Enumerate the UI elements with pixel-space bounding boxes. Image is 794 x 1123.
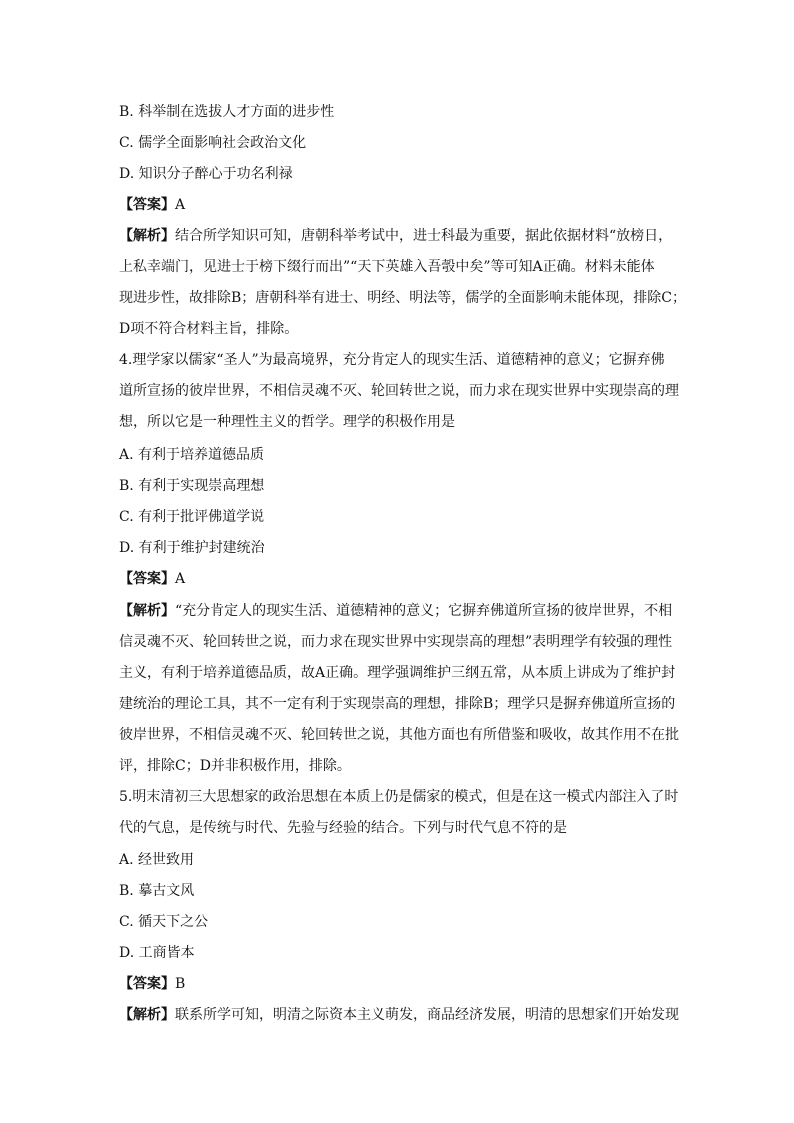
- q4-option-d: D. 有利于维护封建统治: [119, 540, 265, 556]
- analysis-line-1: 【解析】联系所学可知，明清之际资本主义萌发，商品经济发展，明清的思想家们开始发现: [119, 1007, 679, 1023]
- analysis-tag: 【解析】: [119, 1007, 175, 1023]
- q4-option-c: C. 有利于批评佛道学说: [119, 509, 265, 525]
- answer-value: B: [175, 976, 186, 992]
- analysis-line-5: 彼岸世界，不相信灵魂不灭、轮回转世之说，其他方面也有所借鉴和吸收，故其作用不在批: [119, 727, 679, 743]
- analysis-tag: 【解析】: [119, 603, 175, 619]
- answer-tag: 【答案】: [119, 571, 175, 587]
- q5-option-a: A. 经世致用: [119, 852, 195, 868]
- analysis-line-3: 现进步性，故排除B；唐朝科举有进士、明经、明法等，儒学的全面影响未能体现，排除C；: [119, 290, 686, 306]
- stem-line-1: 5.明末清初三大思想家的政治思想在本质上仍是儒家的模式，但是在这一模式内部注入了时: [119, 789, 679, 805]
- q3-option-b: B. 科举制在选拔人才方面的进步性: [119, 104, 335, 120]
- stem-line-3: 想，所以它是一种理性主义的哲学。理学的积极作用是: [119, 414, 455, 430]
- q5-analysis: [119, 1000, 679, 1031]
- q3-answer: [119, 190, 679, 221]
- q4-option-a: A. 有利于培养道德品质: [119, 447, 265, 463]
- analysis-line-1: 【解析】结合所学知识可知，唐朝科举考试中，进士科最为重要，据此依据材料“放榜日，: [119, 228, 673, 244]
- q5-stem: [119, 782, 679, 844]
- answer-tag: 【答案】: [119, 976, 175, 992]
- q4-option-b: B. 有利于实现崇高理想: [119, 478, 265, 494]
- answer-tag: 【答案】: [119, 197, 175, 213]
- q4-stem: [119, 345, 679, 438]
- stem-line-2: 代的气息，是传统与时代、先验与经验的结合。下列与时代气息不符的是: [119, 820, 567, 836]
- analysis-line-2: 信灵魂不灭、轮回转世之说，而力求在现实世界中实现崇高的理想”表明理学有较强的理性: [119, 634, 673, 650]
- stem-line-2: 道所宣扬的彼岸世界，不相信灵魂不灭、轮回转世之说，而力求在现实世界中实现崇高的理: [119, 383, 679, 399]
- analysis-line-4: 建统治的理论工具，其不一定有利于实现崇高的理想，排除B；理学只是摒弃佛道所宣扬的: [119, 696, 676, 712]
- answer-value: A: [175, 571, 186, 587]
- analysis-line-3: 主义，有利于培养道德品质，故A正确。理学强调维护三纲五常，从本质上讲成为了维护封: [119, 665, 676, 681]
- stem-line-1: 4.理学家以儒家“圣人”为最高境界，充分肯定人的现实生活、道德精神的意义；它摒弃佛: [119, 352, 665, 368]
- q5-option-d: D. 工商皆本: [119, 945, 195, 961]
- answer-value: A: [175, 197, 186, 213]
- q3-analysis: [119, 221, 686, 345]
- q3-option-d: D. 知识分子醉心于功名利禄: [119, 166, 293, 182]
- q4-analysis: [119, 596, 679, 782]
- analysis-line-6: 评，排除C；D并非积极作用，排除。: [119, 758, 351, 774]
- q4-answer: [119, 564, 679, 595]
- analysis-line-1: 【解析】“充分肯定人的现实生活、道德精神的意义；它摒弃佛道所宣扬的彼岸世界，不相: [119, 603, 673, 619]
- q5-answer: [119, 969, 679, 1000]
- analysis-line-2: 上私幸端门，见进士于榜下缀行而出”“天下英雄入吾彀中矣”等可知A正确。材料未能体: [119, 259, 655, 275]
- q3-option-c: C. 儒学全面影响社会政治文化: [119, 135, 307, 151]
- q5-option-b: B. 摹古文风: [119, 883, 195, 899]
- analysis-tag: 【解析】: [119, 228, 175, 244]
- analysis-line-4: D项不符合材料主旨，排除。: [119, 321, 299, 337]
- q5-option-c: C. 循天下之公: [119, 914, 209, 930]
